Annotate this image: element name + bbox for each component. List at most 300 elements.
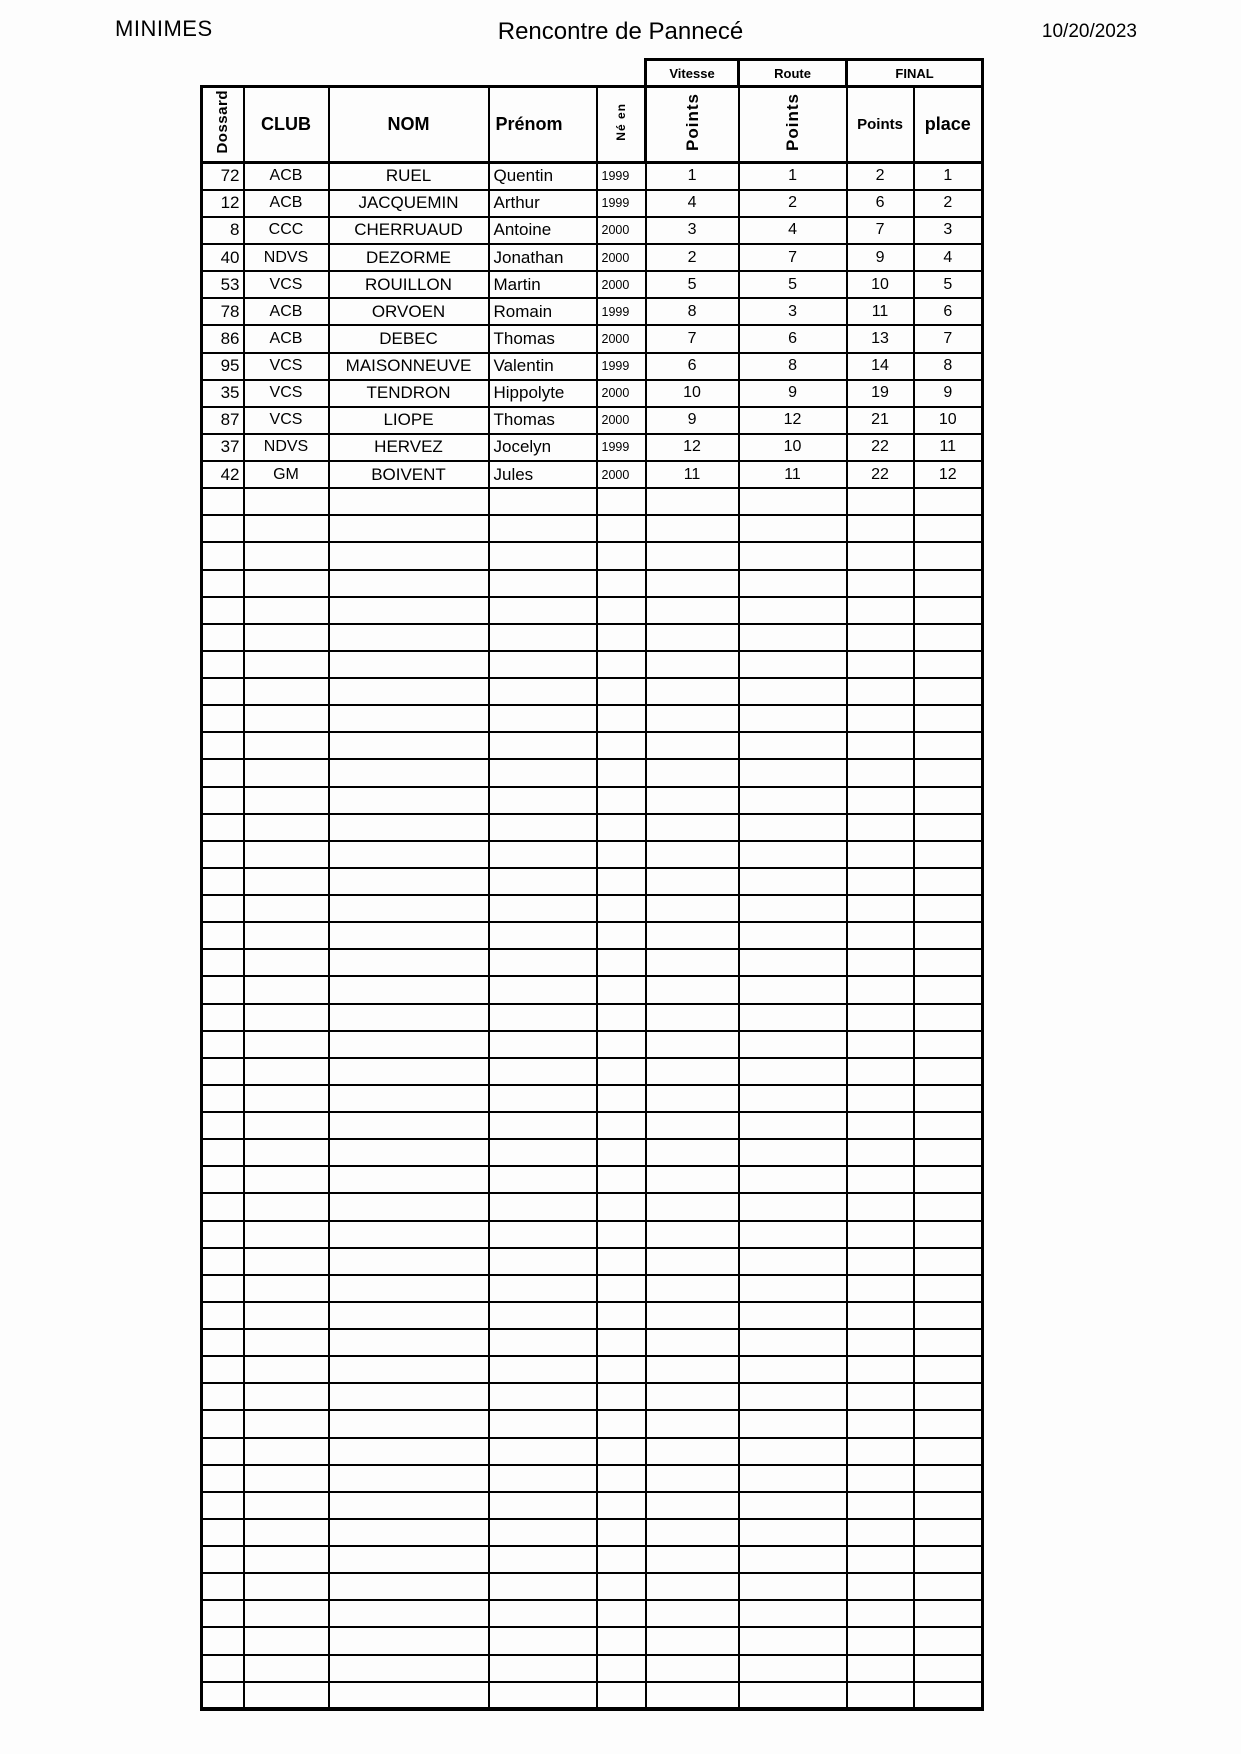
dossard-cell bbox=[202, 868, 244, 895]
prenom-cell: Thomas bbox=[489, 325, 597, 352]
nom-cell bbox=[329, 1302, 489, 1329]
club-cell bbox=[244, 1166, 329, 1193]
prenom-cell: Martin bbox=[489, 271, 597, 298]
nom-cell bbox=[329, 1573, 489, 1600]
dossard-cell: 35 bbox=[202, 380, 244, 407]
points-vitesse-cell bbox=[646, 1410, 739, 1437]
dossard-cell bbox=[202, 732, 244, 759]
place-cell bbox=[914, 1302, 983, 1329]
empty-row bbox=[202, 1085, 983, 1112]
points-vitesse-cell bbox=[646, 1356, 739, 1383]
club-cell bbox=[244, 759, 329, 786]
points-final-cell: 21 bbox=[847, 407, 914, 434]
nom-cell bbox=[329, 841, 489, 868]
table-row bbox=[202, 434, 983, 461]
points-vitesse-cell bbox=[646, 1166, 739, 1193]
points-vitesse-cell bbox=[646, 732, 739, 759]
points-final-cell bbox=[847, 868, 914, 895]
empty-row bbox=[202, 1600, 983, 1627]
empty-row bbox=[202, 1546, 983, 1573]
points-vitesse-cell bbox=[646, 976, 739, 1003]
points-route-cell bbox=[739, 949, 847, 976]
points-route-cell bbox=[739, 1058, 847, 1085]
prenom-cell bbox=[489, 1058, 597, 1085]
points-final-cell bbox=[847, 1112, 914, 1139]
club-cell bbox=[244, 895, 329, 922]
points-final-cell bbox=[847, 1682, 914, 1709]
place-cell bbox=[914, 570, 983, 597]
club-cell bbox=[244, 570, 329, 597]
ne-en-cell bbox=[597, 1302, 646, 1329]
nom-cell bbox=[329, 678, 489, 705]
points-route-vertical-label: Points bbox=[783, 93, 803, 152]
points-vitesse-cell bbox=[646, 1600, 739, 1627]
points-vitesse-cell bbox=[646, 1627, 739, 1654]
nom-cell bbox=[329, 1600, 489, 1627]
points-final-cell bbox=[847, 976, 914, 1003]
table-row bbox=[202, 380, 983, 407]
place-cell bbox=[914, 597, 983, 624]
nom-cell bbox=[329, 1356, 489, 1383]
club-cell bbox=[244, 949, 329, 976]
column-header-prenom: Prénom bbox=[489, 87, 597, 163]
ne-en-cell: 2000 bbox=[597, 271, 646, 298]
club-cell bbox=[244, 1573, 329, 1600]
points-vitesse-cell bbox=[646, 1058, 739, 1085]
ne-en-cell bbox=[597, 1519, 646, 1546]
prenom-cell bbox=[489, 787, 597, 814]
club-cell: NDVS bbox=[244, 434, 329, 461]
club-cell bbox=[244, 1519, 329, 1546]
points-route-cell bbox=[739, 488, 847, 515]
place-cell bbox=[914, 1627, 983, 1654]
place-cell bbox=[914, 488, 983, 515]
points-route-cell: 12 bbox=[739, 407, 847, 434]
dossard-cell bbox=[202, 814, 244, 841]
nom-cell: HERVEZ bbox=[329, 434, 489, 461]
nom-cell bbox=[329, 1682, 489, 1709]
points-vitesse-cell: 5 bbox=[646, 271, 739, 298]
prenom-cell: Thomas bbox=[489, 407, 597, 434]
nom-cell bbox=[329, 1085, 489, 1112]
points-route-cell bbox=[739, 1139, 847, 1166]
club-cell: GM bbox=[244, 461, 329, 488]
nom-cell bbox=[329, 922, 489, 949]
club-cell bbox=[244, 1031, 329, 1058]
points-final-cell bbox=[847, 570, 914, 597]
dossard-cell bbox=[202, 1275, 244, 1302]
nom-cell: LIOPE bbox=[329, 407, 489, 434]
results-table bbox=[200, 58, 984, 1711]
dossard-cell: 87 bbox=[202, 407, 244, 434]
points-vitesse-cell bbox=[646, 868, 739, 895]
points-final-cell bbox=[847, 1248, 914, 1275]
group-header-spacer bbox=[202, 60, 646, 87]
place-cell: 7 bbox=[914, 325, 983, 352]
points-vitesse-cell bbox=[646, 1275, 739, 1302]
nom-cell bbox=[329, 1546, 489, 1573]
ne-en-cell bbox=[597, 976, 646, 1003]
points-final-cell bbox=[847, 1546, 914, 1573]
column-header-dossard bbox=[202, 87, 244, 163]
dossard-cell bbox=[202, 1519, 244, 1546]
empty-row bbox=[202, 1031, 983, 1058]
empty-row bbox=[202, 651, 983, 678]
nom-cell bbox=[329, 1627, 489, 1654]
place-cell bbox=[914, 1519, 983, 1546]
points-vitesse-cell bbox=[646, 895, 739, 922]
prenom-cell bbox=[489, 949, 597, 976]
empty-row bbox=[202, 1627, 983, 1654]
place-cell bbox=[914, 1139, 983, 1166]
points-vitesse-cell bbox=[646, 787, 739, 814]
points-route-cell bbox=[739, 1275, 847, 1302]
empty-row bbox=[202, 542, 983, 569]
club-cell bbox=[244, 1546, 329, 1573]
points-vitesse-cell bbox=[646, 1302, 739, 1329]
points-route-cell bbox=[739, 1221, 847, 1248]
points-vitesse-cell bbox=[646, 1573, 739, 1600]
points-final-cell bbox=[847, 1031, 914, 1058]
dossard-cell bbox=[202, 1627, 244, 1654]
club-cell bbox=[244, 542, 329, 569]
points-route-cell: 1 bbox=[739, 163, 847, 190]
nom-cell: ORVOEN bbox=[329, 298, 489, 325]
points-final-cell bbox=[847, 1383, 914, 1410]
nom-cell bbox=[329, 868, 489, 895]
prenom-cell: Jules bbox=[489, 461, 597, 488]
nom-cell bbox=[329, 732, 489, 759]
points-route-cell bbox=[739, 1438, 847, 1465]
points-vitesse-cell: 1 bbox=[646, 163, 739, 190]
ne-en-cell bbox=[597, 1383, 646, 1410]
points-route-cell bbox=[739, 515, 847, 542]
points-final-cell: 6 bbox=[847, 190, 914, 217]
club-cell bbox=[244, 488, 329, 515]
nom-cell bbox=[329, 1139, 489, 1166]
place-cell bbox=[914, 1410, 983, 1437]
nom-cell bbox=[329, 787, 489, 814]
points-vitesse-cell bbox=[646, 651, 739, 678]
points-route-cell: 3 bbox=[739, 298, 847, 325]
ne-en-cell: 2000 bbox=[597, 461, 646, 488]
empty-row bbox=[202, 597, 983, 624]
points-vitesse-cell: 9 bbox=[646, 407, 739, 434]
column-header-nom: NOM bbox=[329, 87, 489, 163]
empty-row bbox=[202, 814, 983, 841]
club-cell bbox=[244, 1193, 329, 1220]
dossard-cell: 86 bbox=[202, 325, 244, 352]
points-vitesse-cell bbox=[646, 1465, 739, 1492]
points-vitesse-cell bbox=[646, 542, 739, 569]
dossard-cell bbox=[202, 1600, 244, 1627]
ne-en-cell bbox=[597, 1139, 646, 1166]
nom-cell bbox=[329, 1112, 489, 1139]
dossard-cell bbox=[202, 624, 244, 651]
dossard-cell bbox=[202, 787, 244, 814]
prenom-cell: Jonathan bbox=[489, 244, 597, 271]
nom-cell bbox=[329, 651, 489, 678]
points-final-cell bbox=[847, 841, 914, 868]
points-route-cell: 5 bbox=[739, 271, 847, 298]
points-vitesse-cell: 10 bbox=[646, 380, 739, 407]
ne-en-cell bbox=[597, 1546, 646, 1573]
prenom-cell bbox=[489, 1546, 597, 1573]
empty-row bbox=[202, 705, 983, 732]
club-cell bbox=[244, 624, 329, 651]
prenom-cell: Jocelyn bbox=[489, 434, 597, 461]
nom-cell bbox=[329, 1438, 489, 1465]
empty-row bbox=[202, 1058, 983, 1085]
club-cell bbox=[244, 1655, 329, 1682]
points-route-cell bbox=[739, 705, 847, 732]
points-final-cell bbox=[847, 1085, 914, 1112]
nom-cell bbox=[329, 1410, 489, 1437]
ne-en-cell bbox=[597, 732, 646, 759]
points-final-cell bbox=[847, 1166, 914, 1193]
place-cell bbox=[914, 787, 983, 814]
dossard-cell: 72 bbox=[202, 163, 244, 190]
club-cell bbox=[244, 1682, 329, 1709]
points-vitesse-cell: 7 bbox=[646, 325, 739, 352]
dossard-cell bbox=[202, 759, 244, 786]
points-final-cell bbox=[847, 705, 914, 732]
prenom-cell bbox=[489, 1492, 597, 1519]
empty-row bbox=[202, 1166, 983, 1193]
prenom-cell bbox=[489, 1248, 597, 1275]
points-final-cell bbox=[847, 1139, 914, 1166]
prenom-cell bbox=[489, 570, 597, 597]
table-row bbox=[202, 217, 983, 244]
place-cell bbox=[914, 1004, 983, 1031]
club-cell bbox=[244, 1221, 329, 1248]
points-vitesse-cell: 2 bbox=[646, 244, 739, 271]
nom-cell bbox=[329, 976, 489, 1003]
points-route-cell bbox=[739, 1166, 847, 1193]
ne-en-cell bbox=[597, 1058, 646, 1085]
ne-en-cell: 2000 bbox=[597, 380, 646, 407]
place-cell: 6 bbox=[914, 298, 983, 325]
place-cell: 12 bbox=[914, 461, 983, 488]
place-cell bbox=[914, 651, 983, 678]
points-final-cell bbox=[847, 787, 914, 814]
prenom-cell bbox=[489, 488, 597, 515]
empty-row bbox=[202, 1465, 983, 1492]
nom-cell bbox=[329, 705, 489, 732]
nom-cell bbox=[329, 1004, 489, 1031]
empty-row bbox=[202, 1438, 983, 1465]
points-vitesse-cell bbox=[646, 841, 739, 868]
group-header-route: Route bbox=[739, 60, 847, 87]
empty-row bbox=[202, 1275, 983, 1302]
points-final-cell bbox=[847, 759, 914, 786]
points-vitesse-cell bbox=[646, 705, 739, 732]
club-cell bbox=[244, 1302, 329, 1329]
club-cell bbox=[244, 787, 329, 814]
nom-cell: JACQUEMIN bbox=[329, 190, 489, 217]
points-route-cell: 4 bbox=[739, 217, 847, 244]
empty-row bbox=[202, 1573, 983, 1600]
ne-en-cell bbox=[597, 895, 646, 922]
prenom-cell bbox=[489, 759, 597, 786]
nom-cell: BOIVENT bbox=[329, 461, 489, 488]
ne-en-cell bbox=[597, 814, 646, 841]
empty-row bbox=[202, 1356, 983, 1383]
empty-row bbox=[202, 1193, 983, 1220]
club-cell: CCC bbox=[244, 217, 329, 244]
points-route-cell bbox=[739, 678, 847, 705]
prenom-cell bbox=[489, 922, 597, 949]
dossard-cell bbox=[202, 1248, 244, 1275]
ne-en-cell bbox=[597, 570, 646, 597]
points-route-cell bbox=[739, 1546, 847, 1573]
nom-cell bbox=[329, 895, 489, 922]
nom-cell bbox=[329, 1193, 489, 1220]
nom-cell bbox=[329, 1275, 489, 1302]
empty-row bbox=[202, 1139, 983, 1166]
place-cell bbox=[914, 515, 983, 542]
points-vitesse-cell bbox=[646, 1519, 739, 1546]
place-cell bbox=[914, 1193, 983, 1220]
table-row bbox=[202, 244, 983, 271]
ne-en-cell bbox=[597, 1410, 646, 1437]
prenom-cell bbox=[489, 1438, 597, 1465]
points-final-cell bbox=[847, 1438, 914, 1465]
dossard-cell: 12 bbox=[202, 190, 244, 217]
points-route-cell bbox=[739, 787, 847, 814]
points-vitesse-cell bbox=[646, 922, 739, 949]
points-route-cell bbox=[739, 1356, 847, 1383]
points-vitesse-cell bbox=[646, 624, 739, 651]
nom-cell bbox=[329, 759, 489, 786]
prenom-cell bbox=[489, 1004, 597, 1031]
points-final-cell bbox=[847, 1600, 914, 1627]
ne-en-cell bbox=[597, 1248, 646, 1275]
points-final-cell bbox=[847, 515, 914, 542]
prenom-cell bbox=[489, 1302, 597, 1329]
points-route-cell bbox=[739, 570, 847, 597]
dossard-cell bbox=[202, 651, 244, 678]
prenom-cell bbox=[489, 1465, 597, 1492]
place-cell: 3 bbox=[914, 217, 983, 244]
column-header-points-vitesse bbox=[646, 87, 739, 163]
prenom-cell bbox=[489, 1383, 597, 1410]
points-final-cell: 2 bbox=[847, 163, 914, 190]
ne-en-cell bbox=[597, 1573, 646, 1600]
points-final-cell: 14 bbox=[847, 353, 914, 380]
points-vitesse-cell bbox=[646, 1682, 739, 1709]
dossard-cell bbox=[202, 1655, 244, 1682]
prenom-cell bbox=[489, 1682, 597, 1709]
club-cell bbox=[244, 1600, 329, 1627]
ne-en-cell bbox=[597, 922, 646, 949]
points-route-cell: 9 bbox=[739, 380, 847, 407]
ne-en-cell bbox=[597, 1031, 646, 1058]
empty-row bbox=[202, 841, 983, 868]
nom-cell bbox=[329, 949, 489, 976]
place-cell bbox=[914, 868, 983, 895]
points-route-cell bbox=[739, 732, 847, 759]
column-header-points-route bbox=[739, 87, 847, 163]
place-cell bbox=[914, 732, 983, 759]
points-vitesse-cell bbox=[646, 1031, 739, 1058]
empty-row bbox=[202, 515, 983, 542]
points-final-cell bbox=[847, 1655, 914, 1682]
ne-en-cell bbox=[597, 705, 646, 732]
dossard-cell: 78 bbox=[202, 298, 244, 325]
prenom-cell bbox=[489, 1031, 597, 1058]
ne-en-cell bbox=[597, 1329, 646, 1356]
points-final-cell bbox=[847, 624, 914, 651]
place-cell bbox=[914, 1166, 983, 1193]
ne-en-cell bbox=[597, 488, 646, 515]
place-cell bbox=[914, 949, 983, 976]
dossard-cell bbox=[202, 1193, 244, 1220]
ne-en-cell bbox=[597, 1166, 646, 1193]
points-vitesse-cell: 12 bbox=[646, 434, 739, 461]
empty-row bbox=[202, 1655, 983, 1682]
dossard-cell: 37 bbox=[202, 434, 244, 461]
club-cell: NDVS bbox=[244, 244, 329, 271]
place-cell: 10 bbox=[914, 407, 983, 434]
place-cell bbox=[914, 1655, 983, 1682]
ne-en-cell bbox=[597, 949, 646, 976]
empty-row bbox=[202, 976, 983, 1003]
nom-cell bbox=[329, 1519, 489, 1546]
points-vitesse-cell bbox=[646, 678, 739, 705]
empty-row bbox=[202, 1410, 983, 1437]
place-cell bbox=[914, 895, 983, 922]
ne-en-cell bbox=[597, 1655, 646, 1682]
results-body bbox=[202, 163, 983, 1709]
points-route-cell bbox=[739, 597, 847, 624]
club-cell bbox=[244, 1329, 329, 1356]
place-cell: 8 bbox=[914, 353, 983, 380]
points-route-cell bbox=[739, 1410, 847, 1437]
empty-row bbox=[202, 1329, 983, 1356]
empty-row bbox=[202, 488, 983, 515]
points-vitesse-cell bbox=[646, 1546, 739, 1573]
place-cell bbox=[914, 1492, 983, 1519]
place-cell bbox=[914, 678, 983, 705]
ne-en-cell: 1999 bbox=[597, 353, 646, 380]
prenom-cell bbox=[489, 1356, 597, 1383]
points-final-cell: 19 bbox=[847, 380, 914, 407]
dossard-cell bbox=[202, 1410, 244, 1437]
nom-cell: ROUILLON bbox=[329, 271, 489, 298]
points-final-cell bbox=[847, 1519, 914, 1546]
nom-cell bbox=[329, 1166, 489, 1193]
prenom-cell bbox=[489, 624, 597, 651]
points-final-cell: 7 bbox=[847, 217, 914, 244]
prenom-cell bbox=[489, 1410, 597, 1437]
group-header-final: FINAL bbox=[847, 60, 983, 87]
points-route-cell bbox=[739, 1465, 847, 1492]
ne-en-cell: 2000 bbox=[597, 325, 646, 352]
points-route-cell bbox=[739, 895, 847, 922]
place-cell bbox=[914, 976, 983, 1003]
ne-en-cell bbox=[597, 624, 646, 651]
club-cell bbox=[244, 1139, 329, 1166]
place-cell bbox=[914, 1275, 983, 1302]
points-vitesse-cell: 6 bbox=[646, 353, 739, 380]
dossard-cell bbox=[202, 895, 244, 922]
prenom-cell bbox=[489, 868, 597, 895]
nom-cell bbox=[329, 814, 489, 841]
points-route-cell bbox=[739, 542, 847, 569]
ne-en-cell bbox=[597, 1682, 646, 1709]
club-cell: VCS bbox=[244, 380, 329, 407]
